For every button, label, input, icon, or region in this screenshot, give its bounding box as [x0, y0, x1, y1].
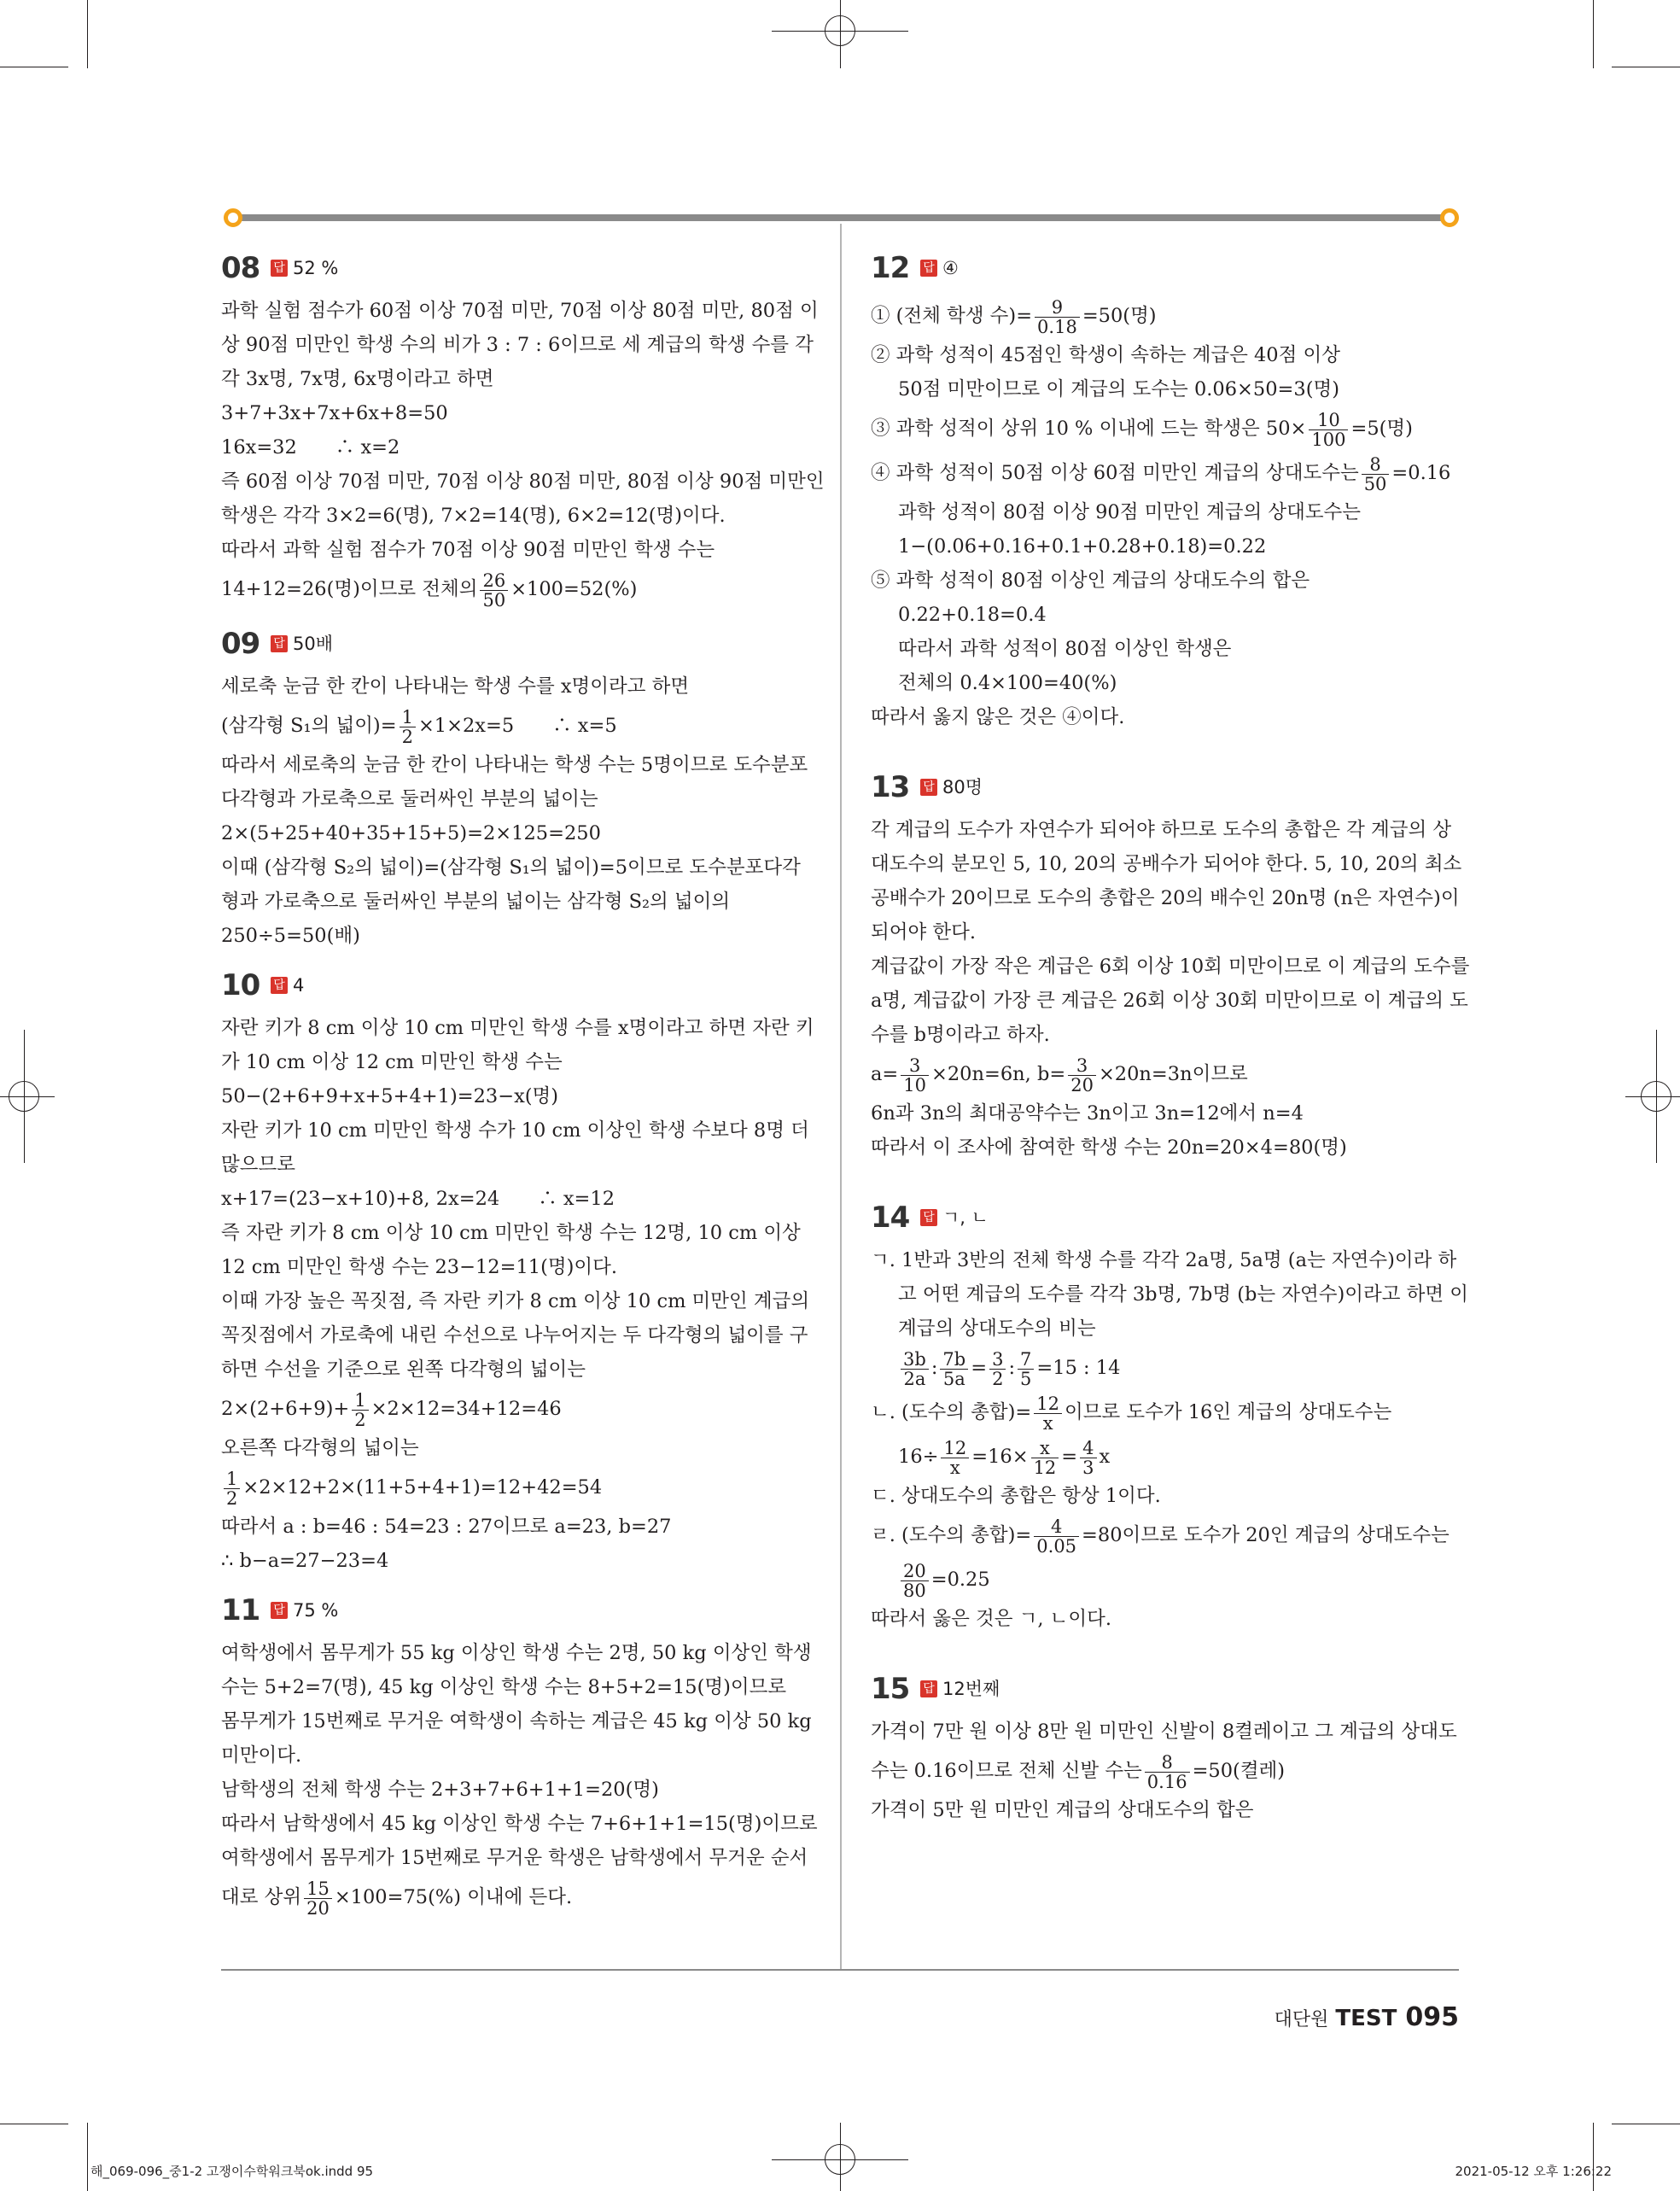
text-line: 계급값이 가장 작은 계급은 6회 이상 10회 미만이므로 이 계급의 도수를: [871, 955, 1470, 978]
text-line: 자란 키가 10 cm 미만인 학생 수가 10 cm 이상인 학생 수보다 8명 더: [221, 1119, 809, 1142]
text-line: 전체의 0.4×100=40(%): [898, 672, 1117, 694]
denominator: 3: [1082, 1457, 1094, 1478]
fraction: [1034, 1394, 1062, 1433]
fraction: [480, 571, 508, 610]
text-line: 이때 (삼각형 S₂의 넓이)=(삼각형 S₁의 넓이)=5이므로 도수분포다각: [221, 856, 801, 879]
text-line: 가격이 5만 원 미만인 계급의 상대도수의 합은: [871, 1799, 1254, 1821]
text-line: 12 cm 미만인 학생 수는 23−12=11(명)이다.: [221, 1256, 617, 1278]
answer-badge: 답: [271, 260, 288, 277]
fraction: [1068, 1056, 1096, 1095]
numerator: 7: [1018, 1350, 1034, 1370]
equation-line: [871, 1390, 1460, 1434]
top-rule: [232, 214, 1450, 221]
equation-text: =0.16: [1391, 462, 1451, 484]
footer-test-label: TEST: [1335, 2006, 1397, 2031]
denominator: x: [949, 1457, 960, 1478]
question-number: 10: [221, 968, 260, 1002]
numerator: 3: [1068, 1056, 1096, 1076]
denominator: 2: [226, 1487, 238, 1509]
text-line: 수는 5+2=7(명), 45 kg 이상인 학생 수는 8+5+2=15(명)이므로: [221, 1676, 787, 1698]
print-slug-file: 해_069-096_중1-2 고쟁이수학워크북ok.indd 95: [90, 2164, 374, 2179]
equation-text: ×2×12+2×(11+5+4+1)=12+42=54: [242, 1476, 603, 1499]
fraction: [1034, 1517, 1079, 1556]
numerator: 3: [901, 1056, 929, 1076]
equation-text: ① (전체 학생 수)=: [871, 305, 1033, 327]
equation-line: [871, 1346, 1460, 1390]
denominator: 0.16: [1146, 1771, 1187, 1792]
question-number: 15: [871, 1672, 910, 1706]
question-number: 14: [871, 1201, 910, 1235]
equation-text: ③ 과학 성적이 상위 10 % 이내에 드는 학생은 50×: [871, 418, 1307, 440]
answer-badge: 답: [920, 260, 937, 277]
answer-value: 75 %: [293, 1600, 339, 1621]
text-line: 즉 자란 키가 8 cm 이상 10 cm 미만인 학생 수는 12명, 10 cm 이상: [221, 1222, 801, 1244]
text-line: 대도수의 분모인 5, 10, 20의 공배수가 되어야 한다. 5, 10, 20의 최소: [871, 853, 1462, 875]
answer-badge: 답: [920, 1680, 937, 1697]
equation-text: :: [930, 1357, 938, 1379]
equation-text: =: [971, 1357, 988, 1379]
text-line: 미만이다.: [221, 1744, 302, 1767]
fraction: [941, 1439, 969, 1477]
equation-text: a=: [871, 1063, 899, 1085]
text-line: 되어야 한다.: [871, 921, 976, 944]
answer-value: 80명: [942, 777, 983, 798]
equation-text: ×100=52(%): [510, 578, 638, 600]
text-line: 몸무게가 15번째로 무거운 여학생이 속하는 계급은 45 kg 이상 50 kg: [221, 1710, 812, 1732]
equation-text: ㄴ. (도수의 총합)=: [871, 1401, 1032, 1423]
question-number: 09: [221, 627, 260, 661]
text-line: 학생은 각각 3×2=6(명), 7×2=14(명), 6×2=12(명)이다.: [221, 505, 726, 527]
answer-value: ㄱ, ㄴ: [942, 1207, 989, 1228]
text-line: 많으므로: [221, 1154, 295, 1176]
text-line: 따라서 옳은 것은 ㄱ, ㄴ이다.: [871, 1608, 1111, 1630]
equation-text: ×2×12=34+12=46: [370, 1398, 562, 1420]
text-line: 공배수가 20이므로 도수의 총합은 20의 배수인 20n명 (n은 자연수)이: [871, 887, 1460, 909]
text-line: 남학생의 전체 학생 수는 2+3+7+6+1+1=20(명): [221, 1779, 659, 1801]
numerator: 3b: [901, 1350, 929, 1370]
equation-text: 대로 상위: [221, 1886, 302, 1908]
answer-value: 4: [293, 975, 305, 996]
fraction: [901, 1350, 929, 1388]
denominator: 2a: [903, 1368, 926, 1389]
answer-value: 52 %: [293, 258, 339, 278]
question-header-13: [871, 762, 1460, 813]
question-header-08: [221, 242, 810, 294]
text-line: 각 3x명, 7x명, 6x명이라고 하면: [221, 368, 494, 390]
page-number: 095: [1405, 2002, 1459, 2032]
equation-text: :: [1008, 1357, 1016, 1379]
column-divider: [840, 224, 842, 1971]
text-line: 꼭짓점에서 가로축에 내린 수선으로 나누어지는 두 다각형의 넓이를 구: [221, 1324, 808, 1347]
numerator: 8: [1362, 455, 1390, 475]
equation-line: [871, 1052, 1460, 1096]
registration-mark-line: [1625, 1096, 1680, 1097]
equation-line: [221, 1387, 810, 1431]
equation-line: [871, 1557, 1460, 1602]
text-line: 50−(2+6+9+x+5+4+1)=23−x(명): [221, 1085, 559, 1107]
numerator: 1: [224, 1469, 240, 1489]
numerator: 4: [1080, 1439, 1096, 1458]
denominator: 0.18: [1037, 316, 1077, 337]
fraction: [1080, 1439, 1096, 1477]
question-number: 08: [221, 251, 260, 285]
numerator: 12: [1034, 1394, 1062, 1414]
text-line: 가 10 cm 이상 12 cm 미만인 학생 수는: [221, 1051, 563, 1073]
answer-badge: 답: [271, 977, 288, 994]
text-line: 하면 수선을 기준으로 왼쪽 다각형의 넓이는: [221, 1358, 586, 1381]
registration-mark-line: [24, 1030, 25, 1163]
answer-value: 50배: [293, 634, 334, 654]
text-line: 따라서 옳지 않은 것은 ④이다.: [871, 706, 1125, 728]
fraction: [940, 1350, 968, 1388]
right-column: [871, 242, 1470, 1827]
text-line: 6n과 3n의 최대공약수는 3n이고 3n=12에서 n=4: [871, 1102, 1304, 1125]
text-line: 자란 키가 8 cm 이상 10 cm 미만인 학생 수를 x명이라고 하면 자란 키: [221, 1017, 814, 1039]
text-line: 다각형과 가로축으로 둘러싸인 부분의 넓이는: [221, 788, 598, 810]
fraction: [1035, 298, 1080, 336]
left-column: [221, 242, 825, 1919]
equation-text: =15 : 14: [1036, 1357, 1121, 1379]
text-line: ② 과학 성적이 45점인 학생이 속하는 계급은 40점 이상: [871, 344, 1340, 366]
text-line: 상 90점 미만인 학생 수의 비가 3 : 7 : 6이므로 세 계급의 학생 수를 각: [221, 334, 814, 356]
denominator: 100: [1311, 429, 1346, 450]
question-header-09: [221, 618, 810, 669]
numerator: 8: [1145, 1753, 1190, 1773]
equation-text: 2×(2+6+9)+: [221, 1398, 350, 1420]
equation-text: ×100=75(%) 이내에 든다.: [334, 1886, 573, 1908]
text-line: 따라서 과학 실험 점수가 70점 이상 90점 미만인 학생 수는: [221, 539, 715, 561]
fraction: [1031, 1439, 1059, 1477]
text-line: 과학 실험 점수가 60점 이상 70점 미만, 70점 이상 80점 미만, 80점 이: [221, 300, 819, 322]
denominator: 80: [903, 1580, 926, 1601]
equation-text: =50(명): [1082, 305, 1157, 327]
equation-text: x: [1099, 1446, 1111, 1468]
question-header-14: [871, 1192, 1460, 1243]
text-line: 과학 성적이 80점 이상 90점 미만인 계급의 상대도수는: [898, 501, 1362, 523]
text-line: 각 계급의 도수가 자연수가 되어야 하므로 도수의 총합은 각 계급의 상: [871, 819, 1452, 841]
fraction: [1145, 1753, 1190, 1791]
crop-mark: [87, 0, 88, 68]
question-number: 11: [221, 1593, 260, 1627]
denominator: 20: [306, 1897, 330, 1919]
registration-mark-line: [1656, 1030, 1657, 1163]
page-footer: [1275, 2002, 1459, 2032]
equation-text: ×1×2x=5 ∴ x=5: [417, 715, 617, 737]
text-line: 가격이 7만 원 이상 8만 원 미만인 신발이 8켤레이고 그 계급의 상대도: [871, 1721, 1457, 1743]
numerator: x: [1031, 1439, 1059, 1458]
fraction: [352, 1391, 368, 1429]
equation-text: ㄹ. (도수의 총합)=: [871, 1524, 1032, 1546]
bottom-rule: [221, 1969, 1459, 1971]
question-header-12: [871, 242, 1460, 294]
text-line: 여학생에서 몸무게가 55 kg 이상인 학생 수는 2명, 50 kg 이상인 학생: [221, 1642, 812, 1664]
fraction: [901, 1056, 929, 1095]
denominator: 2: [354, 1409, 366, 1430]
registration-mark-line: [840, 2123, 841, 2191]
equation-text: ×20n=6n, b=: [931, 1063, 1066, 1085]
text-line: x+17=(23−x+10)+8, 2x=24 ∴ x=12: [221, 1188, 615, 1210]
denominator: 50: [1363, 473, 1387, 494]
equation-line: [221, 704, 810, 748]
print-slug-date: 2021-05-12 오후 1:26:22: [1455, 2164, 1612, 2179]
equation-line: [871, 1434, 1460, 1479]
equation-line: [871, 451, 1460, 495]
answer-value: ④: [942, 258, 959, 278]
text-line: 고 어떤 계급의 도수를 각각 3b명, 7b명 (b는 자연수)이라고 하면 이: [898, 1283, 1468, 1306]
text-line: 오른쪽 다각형의 넓이는: [221, 1437, 419, 1459]
numerator: 12: [941, 1439, 969, 1458]
numerator: 1: [352, 1391, 368, 1411]
numerator: 26: [480, 571, 508, 591]
fraction: [901, 1562, 929, 1600]
equation-line: [871, 294, 1460, 338]
equation-text: 16÷: [898, 1446, 939, 1468]
text-line: 3+7+3x+7x+6x+8=50: [221, 402, 448, 424]
crop-mark: [87, 2123, 88, 2191]
numerator: 7b: [940, 1350, 968, 1370]
fraction: [989, 1350, 1006, 1388]
equation-text: 14+12=26(명)이므로 전체의: [221, 578, 478, 600]
answer-value: 12번째: [942, 1679, 1000, 1699]
text-line: 따라서 과학 성적이 80점 이상인 학생은: [898, 638, 1232, 660]
text-line: 0.22+0.18=0.4: [898, 604, 1047, 626]
rule-dot-left: [224, 208, 242, 227]
text-line: 계급의 상대도수의 비는: [898, 1318, 1096, 1340]
numerator: 10: [1309, 411, 1348, 430]
question-header-10: [221, 960, 810, 1011]
text-line: a명, 계급값이 가장 큰 계급은 26회 이상 30회 미만이므로 이 계급의 도: [871, 990, 1468, 1012]
denominator: 2: [992, 1368, 1004, 1389]
text-line: ∴ b−a=27−23=4: [221, 1550, 389, 1572]
text-line: 250÷5=50(배): [221, 925, 360, 947]
denominator: 20: [1070, 1074, 1094, 1096]
denominator: 12: [1033, 1457, 1057, 1478]
crop-mark: [1593, 0, 1594, 68]
numerator: 9: [1035, 298, 1080, 318]
registration-mark-line: [840, 0, 841, 68]
fraction: [1309, 411, 1348, 449]
text-line: 여학생에서 몸무게가 15번째로 무거운 학생은 남학생에서 무거운 순서: [221, 1847, 808, 1869]
fraction: [1362, 455, 1390, 494]
text-line: 50점 미만이므로 이 계급의 도수는 0.06×50=3(명): [898, 378, 1339, 400]
numerator: 4: [1034, 1517, 1079, 1537]
text-line: 이때 가장 높은 꼭짓점, 즉 자란 키가 8 cm 이상 10 cm 미만인 계급의: [221, 1290, 810, 1312]
text-line: 수를 b명이라고 하자.: [871, 1024, 1050, 1046]
fraction: [400, 708, 416, 746]
numerator: 20: [901, 1562, 929, 1581]
equation-text: 이므로 도수가 16인 계급의 상대도수는: [1065, 1401, 1392, 1423]
question-number: 12: [871, 251, 910, 285]
equation-text: =16×: [971, 1446, 1029, 1468]
text-line: 따라서 남학생에서 45 kg 이상인 학생 수는 7+6+1+1=15(명)이므로: [221, 1813, 818, 1835]
equation-line: [221, 1875, 810, 1919]
question-number: 13: [871, 770, 910, 804]
denominator: 0.05: [1036, 1535, 1077, 1557]
equation-text: 수는 0.16이므로 전체 신발 수는: [871, 1760, 1142, 1782]
denominator: 5: [1020, 1368, 1032, 1389]
answer-badge: 답: [920, 779, 937, 796]
rule-dot-right: [1440, 208, 1459, 227]
registration-mark-line: [0, 1096, 55, 1097]
text-line: 따라서 a : b=46 : 54=23 : 27이므로 a=23, b=27: [221, 1516, 672, 1538]
equation-line: [871, 1749, 1460, 1793]
denominator: 2: [401, 726, 413, 747]
equation-line: [871, 406, 1460, 451]
equation-line: [871, 1513, 1460, 1557]
equation-text: =: [1061, 1446, 1078, 1468]
denominator: 5a: [942, 1368, 965, 1389]
answer-badge: 답: [271, 635, 288, 652]
fraction: [1018, 1350, 1034, 1388]
denominator: x: [1042, 1412, 1053, 1434]
equation-line: [221, 1465, 810, 1510]
question-header-11: [221, 1585, 810, 1636]
equation-text: ×20n=3n이므로: [1098, 1063, 1248, 1085]
text-line: 따라서 세로축의 눈금 한 칸이 나타내는 학생 수는 5명이므로 도수분포: [221, 754, 808, 776]
numerator: 15: [304, 1879, 332, 1899]
text-line: 세로축 눈금 한 칸이 나타내는 학생 수를 x명이라고 하면: [221, 675, 690, 698]
crop-mark: [1593, 2123, 1594, 2191]
numerator: 3: [989, 1350, 1006, 1370]
answer-badge: 답: [920, 1209, 937, 1226]
equation-text: =5(명): [1350, 418, 1413, 440]
equation-text: (삼각형 S₁의 넓이)=: [221, 715, 397, 737]
equation-text: =0.25: [930, 1569, 990, 1591]
equation-text: =80이므로 도수가 20인 계급의 상대도수는: [1082, 1524, 1450, 1546]
numerator: 1: [400, 708, 416, 727]
text-line: 16x=32 ∴ x=2: [221, 436, 400, 459]
fraction: [304, 1879, 332, 1918]
equation-text: =50(켤레): [1192, 1760, 1286, 1782]
text-line: 따라서 이 조사에 참여한 학생 수는 20n=20×4=80(명): [871, 1136, 1347, 1159]
denominator: 10: [903, 1074, 927, 1096]
text-line: 1−(0.06+0.16+0.1+0.28+0.18)=0.22: [898, 535, 1267, 558]
equation-line: [221, 567, 810, 611]
text-line: 2×(5+25+40+35+15+5)=2×125=250: [221, 822, 601, 844]
text-line: 형과 가로축으로 둘러싸인 부분의 넓이는 삼각형 S₂의 넓이의: [221, 891, 731, 913]
fraction: [224, 1469, 240, 1508]
footer-section-label: 대단원: [1274, 2009, 1329, 2030]
equation-text: ④ 과학 성적이 50점 이상 60점 미만인 계급의 상대도수는: [871, 462, 1359, 484]
text-line: 즉 60점 이상 70점 미만, 70점 이상 80점 미만, 80점 이상 90점 미만인: [221, 470, 825, 493]
text-line: ㄱ. 1반과 3반의 전체 학생 수를 각각 2a명, 5a명 (a는 자연수)이라 하: [871, 1249, 1457, 1271]
text-line: ⑤ 과학 성적이 80점 이상인 계급의 상대도수의 합은: [871, 570, 1310, 592]
answer-badge: 답: [271, 1602, 288, 1619]
denominator: 50: [482, 589, 506, 611]
text-line: ㄷ. 상대도수의 총합은 항상 1이다.: [871, 1485, 1161, 1507]
question-header-15: [871, 1663, 1460, 1715]
